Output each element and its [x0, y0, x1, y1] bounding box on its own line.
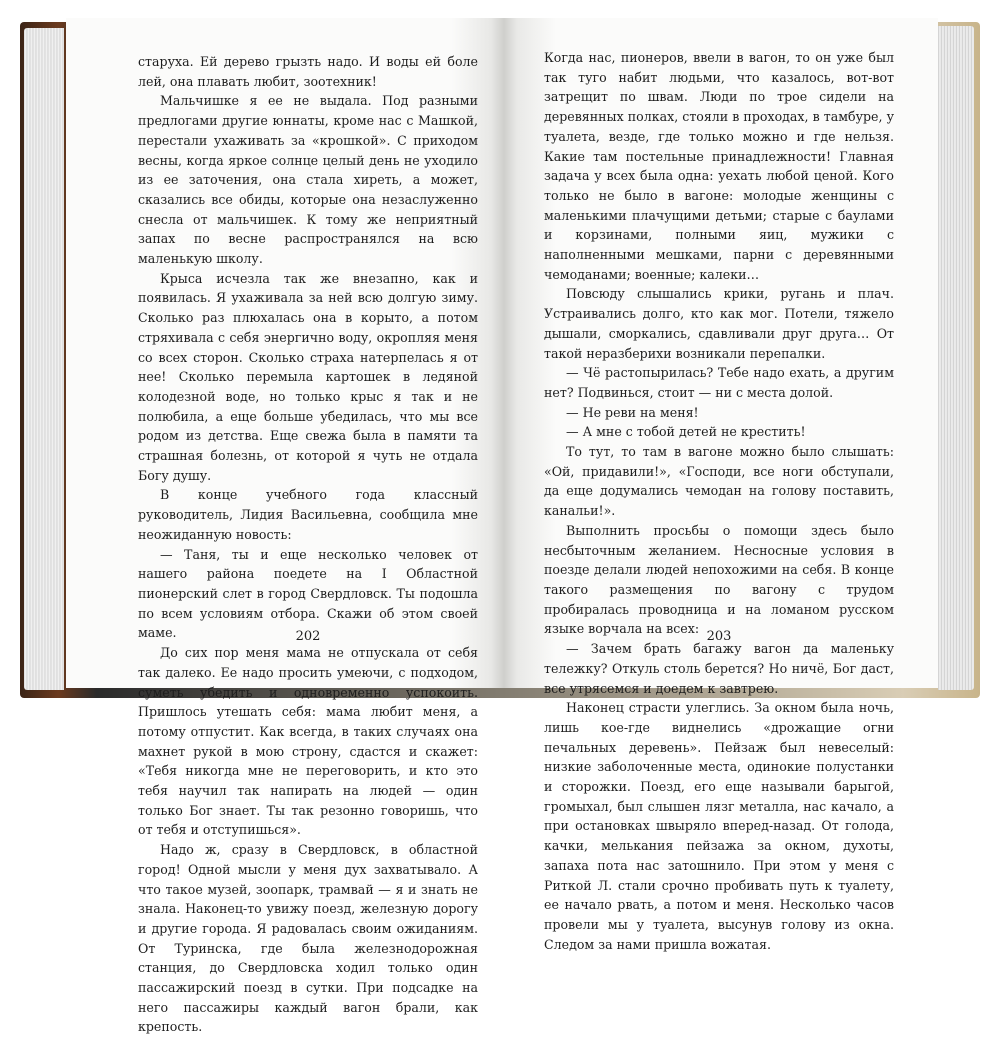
paragraph: — Зачем брать багажу вагон да маленьку тележку? Откуль столь берется? Но ничё, Бог даст, все утрясемся и доедем к завтрею. — [544, 641, 894, 696]
paragraph: — Чё растопырилась? Тебе надо ехать, а другим нет? Подвинься, стоит — ни с места долой. — [544, 365, 894, 400]
paragraph: — Таня, ты и еще несколько человек от нашего района поедете на I Областной пионерский слет в город Свердловск. Ты подошла по всем условиям отбора. Скажи об этом своей маме. — [138, 546, 478, 641]
paragraph: Надо ж, сразу в Свердловск, в областной город! Одной мысли у меня дух захватывало. А что такое музей, зоопарк, трамвай — я и знать не знала. Наконец-то увижу поезд, железную дорогу и другие города. Я радовалась своим ожиданиям. От Туринска, где была железнодорожная станция, до Свердловска ходил только один пассажирский поезд в сутки. При подсадке на него пассажиры каждый вагон брали, как крепость. — [138, 842, 478, 1035]
paragraph: Повсюду слышались крики, ругань и плач. Устраивались долго, кто как мог. Потели, тяжело дышали, сморкались, сдавливали друг друга… От такой неразберихи возникали перепалки. — [544, 286, 894, 361]
paragraph: Когда нас, пионеров, ввели в вагон, то он уже был так туго набит людьми, что казалось, вот-вот затрещит по швам. Люди по трое сидели на деревянных полках, стояли в проходах, в тамбуре, у туалета, везде, где только можно и где нельзя. Какие там постельные принадлежности! Главная задача у всех была одна: уехать любой ценой. Кого только не было в вагоне: молодые женщины с маленькими плачущими детьми; старые с баулами и корзинами, полными яиц, мужики с наполненными мешками, парни с деревянными чемоданами; военные; калеки… — [544, 50, 894, 282]
paragraph: старуха. Ей дерево грызть надо. И воды ей боле лей, она плавать любит, зоотехник! — [138, 54, 478, 89]
right-page-text — [544, 48, 894, 954]
left-page-number: 202 — [295, 629, 321, 644]
page-edges-right — [938, 26, 974, 690]
paragraph: — А мне с тобой детей не крестить! — [566, 424, 806, 440]
paragraph: Выполнить просьбы о помощи здесь было несбыточным желанием. Несносные условия в поезде делали людей непохожими на себя. В конце такого размещения по вагону с трудом пробиралась проводница и на ломаном русском языке ворчала на всех: — [544, 522, 894, 637]
paragraph: В конце учебного года классный руководитель, Лидия Васильевна, сообщила мне неожиданную новость: — [138, 487, 478, 542]
page-edges-left — [24, 28, 64, 690]
paragraph: Наконец страсти улеглись. За окном была ночь, лишь кое-где виднелись «дрожащие огни печальных деревень». Пейзаж был невеселый: низкие заболоченные места, одинокие полустанки и сторожки. Поезд, его еще называли барыгой, громыхал, был слышен лязг металла, нас качало, а при остановках швыряло вперед-назад. От голода, качки, мелькания пейзажа за окном, духоты, запаха пота нас затошнило. При этом у меня с Риткой Л. стали срочно пробивать путь к туалету, ее начало рвать, а потом и меня. Несколько часов провели мы у туалета, высунув голову из окна. Следом за нами пришла вожатая. — [544, 700, 894, 952]
paragraph: Мальчишке я ее не выдала. Под разными предлогами другие юннаты, кроме нас с Машкой, перестали ухаживать за «крошкой». С приходом весны, когда яркое солнце целый день не уходило из ее заточения, она стала хиреть, а может, сказались все обиды, которые она незаслуженно снесла от мальчишек. К тому же неприятный запах по весне распространялся на всю маленькую школу. — [138, 93, 478, 267]
paragraph: — Не реви на меня! — [566, 404, 699, 420]
open-book — [14, 12, 986, 1035]
paragraph: Крыса исчезла так же внезапно, как и появилась. Я ухаживала за ней всю долгую зиму. Сколько раз плюхалась она в корыто, а потом стряхивала с себя энергично воду, окропляя меня со всех сторон. Сколько страха натерпелась я от нее! Сколько перемыла картошек в ледяной колодезной воде, но только крыс я так и не полюбила, а еще больше убедилась, что мы все родом из детства. Еще свежа была в памяти та страшная болезнь, от которой я чуть не отдала Богу душу. — [138, 270, 478, 483]
paragraph: До сих пор меня мама не отпускала от себя так далеко. Ее надо просить умеючи, с подходом, суметь убедить и одновременно успокоить. Пришлось утешать себя: мама любит меня, а потому отпустит. Как всегда, в таких случаях она махнет рукой в мою строну, сдастся и скажет: «Тебя никогда мне не переговорить, и кто это тебя научил так напирать на людей — один только Бог знает. Ты так резонно говоришь, что от тебя и отступишься». — [138, 645, 478, 838]
left-page-text — [138, 52, 478, 1037]
left-page — [66, 18, 504, 1035]
paragraph: То тут, то там в вагоне можно было слышать: «Ой, придавили!», «Господи, все ноги обступали, да еще додумались чемодан на голову поставить, канальи!». — [544, 444, 894, 519]
right-page-number: 203 — [706, 629, 732, 644]
right-page — [504, 18, 938, 952]
